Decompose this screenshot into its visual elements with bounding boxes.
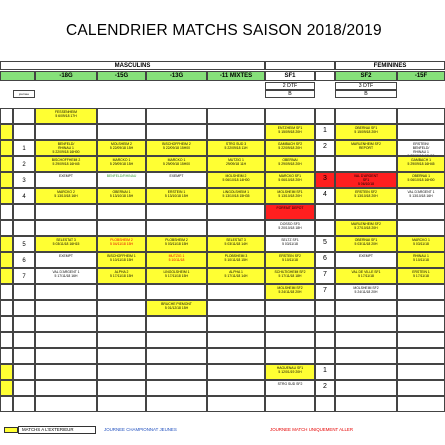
grid-cell bbox=[97, 284, 146, 300]
journee-number: 1 bbox=[13, 140, 35, 156]
match-sf1-row-11: SCHILTIGHEIM SF2 5 17/11/18 18H bbox=[265, 268, 315, 284]
grid-cell bbox=[207, 220, 265, 236]
match-sf1-row-17: HAGUENAU SF1 5 12/01/19 20H bbox=[265, 364, 315, 380]
grid-cell bbox=[13, 108, 35, 124]
grid-cell bbox=[207, 348, 265, 364]
col-f15: -15F bbox=[397, 71, 445, 81]
grid-cell bbox=[13, 204, 35, 220]
round-number: 1 bbox=[315, 124, 335, 140]
grid-cell bbox=[0, 108, 13, 124]
grid-cell bbox=[397, 220, 445, 236]
match-sf2-row-11: VAL DE VILLE SF1 5 17/11/18 bbox=[335, 268, 397, 284]
match-sf2-row-6: ERSTEIN SF2 5 13/10/18 20H bbox=[335, 188, 397, 204]
grid-cell bbox=[335, 348, 397, 364]
legend-frame bbox=[18, 426, 96, 434]
grid-cell bbox=[13, 396, 35, 412]
journee-number: 4 bbox=[13, 188, 35, 204]
grid-cell bbox=[97, 380, 146, 396]
match-m13-row-6: ERSTEIN 1 5 13/10/18 15H bbox=[146, 188, 207, 204]
grid-cell bbox=[35, 204, 97, 220]
grid-cell bbox=[397, 204, 445, 220]
grid-cell bbox=[146, 364, 207, 380]
sf2-sub-2: B bbox=[335, 90, 397, 98]
grid-cell bbox=[35, 348, 97, 364]
grid-cell bbox=[265, 300, 315, 316]
col-sf1: SF1 bbox=[265, 71, 315, 81]
grid-cell bbox=[35, 284, 97, 300]
match-m18-row-3: BENFELD/ RHINAU 1 5 22/09/18 16H00 bbox=[35, 140, 97, 156]
grid-cell bbox=[397, 396, 445, 412]
round-number: 7 bbox=[315, 284, 335, 300]
match-m15-row-10: BISCHOFFHEIM 1 5 10/11/18 15H bbox=[97, 252, 146, 268]
grid-cell bbox=[146, 204, 207, 220]
grid-cell bbox=[207, 284, 265, 300]
grid-cell bbox=[397, 284, 445, 300]
match-sf1-row-4: OBERNAI 5 29/09/18 20H bbox=[265, 156, 315, 172]
grid-cell bbox=[146, 348, 207, 364]
match-m13-row-9: PLOBSHEIM 2 5 03/11/18 15H bbox=[146, 236, 207, 252]
grid-cell bbox=[0, 332, 13, 348]
left-stub bbox=[0, 380, 13, 396]
match-m13-row-5: EXEMPT bbox=[146, 172, 207, 188]
separator-cell bbox=[315, 156, 335, 172]
legend-jeunes: JOURNEE CHAMPIONNAT JEUNES bbox=[104, 427, 177, 432]
left-stub bbox=[0, 140, 13, 156]
match-m18-row-6: MARCKO 2 5 13/10/18 16H bbox=[35, 188, 97, 204]
match-m15-row-9: PLOBSHEIM 2 5 04/11/18 15H bbox=[97, 236, 146, 252]
group-gap bbox=[265, 61, 335, 70]
grid-cell bbox=[397, 300, 445, 316]
left-stub bbox=[0, 252, 13, 268]
round-number: 4 bbox=[315, 188, 335, 204]
left-stub bbox=[0, 124, 13, 140]
match-sf1-row-9: SELTZ SF1 5 03/11/18 bbox=[265, 236, 315, 252]
match-m11-row-5: MOLSHEIM 2 5 06/10/18 14H00 bbox=[207, 172, 265, 188]
grid-cell bbox=[0, 348, 13, 364]
grid-cell bbox=[146, 124, 207, 140]
grid-cell bbox=[13, 332, 35, 348]
match-f15-row-11: ERSTEIN 1 5 17/11/18 bbox=[397, 268, 445, 284]
sf2-sub-1: 3 DTF bbox=[335, 82, 397, 90]
grid-cell bbox=[207, 108, 265, 124]
grid-cell bbox=[146, 108, 207, 124]
grid-cell bbox=[397, 108, 445, 124]
sf1-sub-2: B bbox=[265, 90, 315, 98]
grid-cell bbox=[335, 204, 397, 220]
journee-number: 3 bbox=[13, 172, 35, 188]
grid-cell bbox=[207, 204, 265, 220]
match-f15-row-4: GAMBACH 1 5 29/09/18 16H45 bbox=[397, 156, 445, 172]
grid-cell bbox=[13, 284, 35, 300]
match-sf2-row-12: MOLSHEIM SF2 5 24/11/18 20H bbox=[335, 284, 397, 300]
grid-cell bbox=[335, 156, 397, 172]
match-sf1-row-8: DOSSO SF3 5 20/10/18 18H bbox=[265, 220, 315, 236]
match-sf2-row-9: OBERNAI SF1 5 03/11/18 20H bbox=[335, 236, 397, 252]
left-stub bbox=[0, 236, 13, 252]
match-m13-row-3: BISCHOFFHEIM 2 5 22/09/18 15H00 bbox=[146, 140, 207, 156]
separator-cell bbox=[315, 348, 335, 364]
grid-cell bbox=[35, 332, 97, 348]
grid-cell bbox=[35, 316, 97, 332]
match-sf2-row-3: MARLENHEIM SF2 REPORT bbox=[335, 140, 397, 156]
grid-cell bbox=[265, 108, 315, 124]
left-stub bbox=[0, 172, 13, 188]
grid-cell bbox=[35, 380, 97, 396]
match-sf2-row-8: MARLENHEIM SF2 5 27/10/18 20H bbox=[335, 220, 397, 236]
grid-cell bbox=[97, 220, 146, 236]
round-number: 1 bbox=[315, 364, 335, 380]
match-m11-row-9: SELESTAT 3 5 03/11/18 14H bbox=[207, 236, 265, 252]
grid-cell bbox=[97, 396, 146, 412]
match-sf1-row-10: ERSTEIN SF2 5 10/11/18 bbox=[265, 252, 315, 268]
journee-number: 5 bbox=[13, 236, 35, 252]
match-sf2-row-5: VAL D'ARGENT SF1 5 06/10/18 bbox=[335, 172, 397, 188]
grid-cell bbox=[0, 316, 13, 332]
separator-cell bbox=[315, 220, 335, 236]
grid-cell bbox=[146, 396, 207, 412]
left-stub bbox=[0, 156, 13, 172]
grid-cell bbox=[265, 396, 315, 412]
grid-cell bbox=[0, 396, 13, 412]
match-m11-row-3: STRG SUD 3 5 22/09/18 11H bbox=[207, 140, 265, 156]
round-number: 5 bbox=[315, 236, 335, 252]
match-m11-row-6: LINGOLSHEIM 1 5 13/10/18 15H35 bbox=[207, 188, 265, 204]
grid-cell bbox=[35, 364, 97, 380]
grid-cell bbox=[0, 220, 13, 236]
col-m13: -13G bbox=[146, 71, 207, 81]
grid-cell bbox=[13, 364, 35, 380]
grid-cell bbox=[97, 300, 146, 316]
match-m13-row-10: MUTZIG 1 5 10/11/18 bbox=[146, 252, 207, 268]
col-sf2: SF2 bbox=[335, 71, 397, 81]
grid-cell bbox=[97, 124, 146, 140]
match-m18-row-5: EXEMPT bbox=[35, 172, 97, 188]
grid-cell bbox=[265, 348, 315, 364]
group-masculins: MASCULINS bbox=[0, 61, 265, 70]
grid-cell bbox=[35, 220, 97, 236]
grid-cell bbox=[35, 300, 97, 316]
match-m18-row-11: VAL D'ARGENT 1 5 17/11/18 16H bbox=[35, 268, 97, 284]
grid-cell bbox=[97, 348, 146, 364]
separator-cell bbox=[315, 204, 335, 220]
grid-cell bbox=[146, 332, 207, 348]
grid-cell bbox=[335, 396, 397, 412]
grid-cell bbox=[397, 316, 445, 332]
journee-number: 7 bbox=[13, 268, 35, 284]
page-title: CALENDRIER MATCHS SAISON 2018/2019 bbox=[66, 22, 382, 39]
grid-cell bbox=[97, 332, 146, 348]
grid-cell bbox=[397, 380, 445, 396]
match-m18-row-1: FESSENHEIM 5 6/09/18 17H bbox=[35, 108, 97, 124]
match-sf1-row-12: MOLSHEIM SF2 5 24/11/18 20H bbox=[265, 284, 315, 300]
match-m18-row-10: EXEMPT bbox=[35, 252, 97, 268]
left-stub bbox=[0, 364, 13, 380]
left-stub bbox=[0, 188, 13, 204]
grid-cell bbox=[13, 124, 35, 140]
journee-number: 6 bbox=[13, 252, 35, 268]
separator-cell bbox=[315, 332, 335, 348]
grid-cell bbox=[13, 316, 35, 332]
match-m11-row-11: ALPHA 1 5 17/11/18 14H bbox=[207, 268, 265, 284]
journee-number: 2 bbox=[13, 156, 35, 172]
grid-cell bbox=[13, 220, 35, 236]
match-sf1-row-2: ENTZHEIM SF1 5 15/09/18 20H bbox=[265, 124, 315, 140]
match-m11-row-4: MUTZIG 1 29/09/18 11H bbox=[207, 156, 265, 172]
group-feminines: FEMININES bbox=[335, 61, 445, 70]
grid-cell bbox=[207, 300, 265, 316]
sf1-sub-1: 2 DTF bbox=[265, 82, 315, 90]
grid-cell bbox=[97, 108, 146, 124]
match-m18-row-4: BISCHOFFHEIM 2 5 29/09/18 16H45 bbox=[35, 156, 97, 172]
legend-outside: MATCHS A L'EXTERIEUR bbox=[22, 427, 74, 432]
legend-aller: JOURNEE MATCH UNIQUEMENT ALLER bbox=[270, 427, 354, 432]
round-number: 2 bbox=[315, 380, 335, 396]
grid-cell bbox=[207, 380, 265, 396]
grid-cell bbox=[0, 284, 13, 300]
grid-cell bbox=[35, 124, 97, 140]
match-sf2-row-2: OBERNAI SF1 5 15/09/18 20H bbox=[335, 124, 397, 140]
round-number: 3 bbox=[315, 172, 335, 188]
grid-cell bbox=[146, 284, 207, 300]
grid-cell bbox=[335, 332, 397, 348]
match-sf1-row-6: MOLSHEIM SF1 5 13/10/18 20H bbox=[265, 188, 315, 204]
grid-cell bbox=[397, 364, 445, 380]
grid-cell bbox=[207, 396, 265, 412]
match-f15-row-6: VAL D'ARGENT 1 5 13/10/18 16H bbox=[397, 188, 445, 204]
match-m15-row-3: MOLSHEIM 2 5 22/09/18 15H bbox=[97, 140, 146, 156]
match-sf1-row-5: MARCKO SF1 5 06/10/18 20H bbox=[265, 172, 315, 188]
match-sf2-row-10: EXEMPT bbox=[335, 252, 397, 268]
grid-cell bbox=[146, 380, 207, 396]
grid-cell bbox=[207, 332, 265, 348]
match-m15-row-5: BENFELD/RHINAU bbox=[97, 172, 146, 188]
round-number: 2 bbox=[315, 140, 335, 156]
separator-cell bbox=[315, 300, 335, 316]
grid-cell bbox=[207, 364, 265, 380]
separator-cell bbox=[315, 396, 335, 412]
grid-cell bbox=[207, 316, 265, 332]
match-f15-row-5: OBERNAI 1 5 06/10/18 16H00 bbox=[397, 172, 445, 188]
match-m13-row-11: LINGOLSHEIM 1 5 17/11/18 15H bbox=[146, 268, 207, 284]
grid-cell bbox=[0, 204, 13, 220]
grid-cell bbox=[335, 316, 397, 332]
grid-cell bbox=[265, 332, 315, 348]
grid-cell bbox=[35, 396, 97, 412]
grid-cell bbox=[265, 316, 315, 332]
col-m18: -18G bbox=[35, 71, 97, 81]
grid-cell bbox=[335, 380, 397, 396]
left-stub bbox=[0, 268, 13, 284]
grid-cell bbox=[97, 204, 146, 220]
journee-label: journee bbox=[13, 90, 35, 98]
match-m15-row-6: OBERNAI 1 5 13/10/18 15H bbox=[97, 188, 146, 204]
grid-cell bbox=[335, 364, 397, 380]
legend-swatch-outside bbox=[4, 427, 18, 433]
grid-cell bbox=[146, 316, 207, 332]
grid-cell bbox=[335, 108, 397, 124]
match-sf1-row-18: STRG SUD SF2 bbox=[265, 380, 315, 396]
grid-cell bbox=[397, 348, 445, 364]
match-m11-row-10: PLOBSHEIM 3 5 10/11/18 15H bbox=[207, 252, 265, 268]
grid-cell bbox=[13, 380, 35, 396]
match-f15-row-9: MARCKO 1 5 03/11/18 bbox=[397, 236, 445, 252]
grid-cell bbox=[335, 300, 397, 316]
round-number: 7 bbox=[315, 268, 335, 284]
match-m18-row-9: SELESTAT 3 5 03/11/18 16H15 bbox=[35, 236, 97, 252]
match-m15-row-11: ALPHA 2 5 17/11/18 15H bbox=[97, 268, 146, 284]
separator-cell bbox=[315, 316, 335, 332]
grid-cell bbox=[97, 316, 146, 332]
grid-cell bbox=[0, 300, 13, 316]
grid-cell bbox=[397, 124, 445, 140]
grid-cell bbox=[97, 364, 146, 380]
match-sf1-row-3: GAMBACH SF2 5 22/09/18 20H bbox=[265, 140, 315, 156]
col-m15: -15G bbox=[97, 71, 146, 81]
match-m15-row-4: MARCKO 1 5 29/09/18 15H bbox=[97, 156, 146, 172]
separator-cell bbox=[315, 108, 335, 124]
grid-cell bbox=[146, 220, 207, 236]
match-sf1-row-7: FORFAIT DEPOT bbox=[265, 204, 315, 220]
round-number: 6 bbox=[315, 252, 335, 268]
match-f15-row-10: RHINAU 1 5 10/11/18 bbox=[397, 252, 445, 268]
match-m13-row-4: MARCKO 1 5 29/09/18 15H00 bbox=[146, 156, 207, 172]
grid-cell bbox=[207, 124, 265, 140]
match-f15-row-3: ERSTEIN/ BENFELD/ RHINAU 1 5 22/09/18 16H00 bbox=[397, 140, 445, 156]
col-m11: -11 MIXTES bbox=[207, 71, 265, 81]
grid-cell bbox=[397, 332, 445, 348]
grid-cell bbox=[13, 300, 35, 316]
match-m13-row-13: BRUCHE PIEMONT 5 01/12/18 15H bbox=[146, 300, 207, 316]
col-num bbox=[315, 71, 335, 81]
grid-cell bbox=[13, 348, 35, 364]
col-left bbox=[0, 71, 35, 81]
